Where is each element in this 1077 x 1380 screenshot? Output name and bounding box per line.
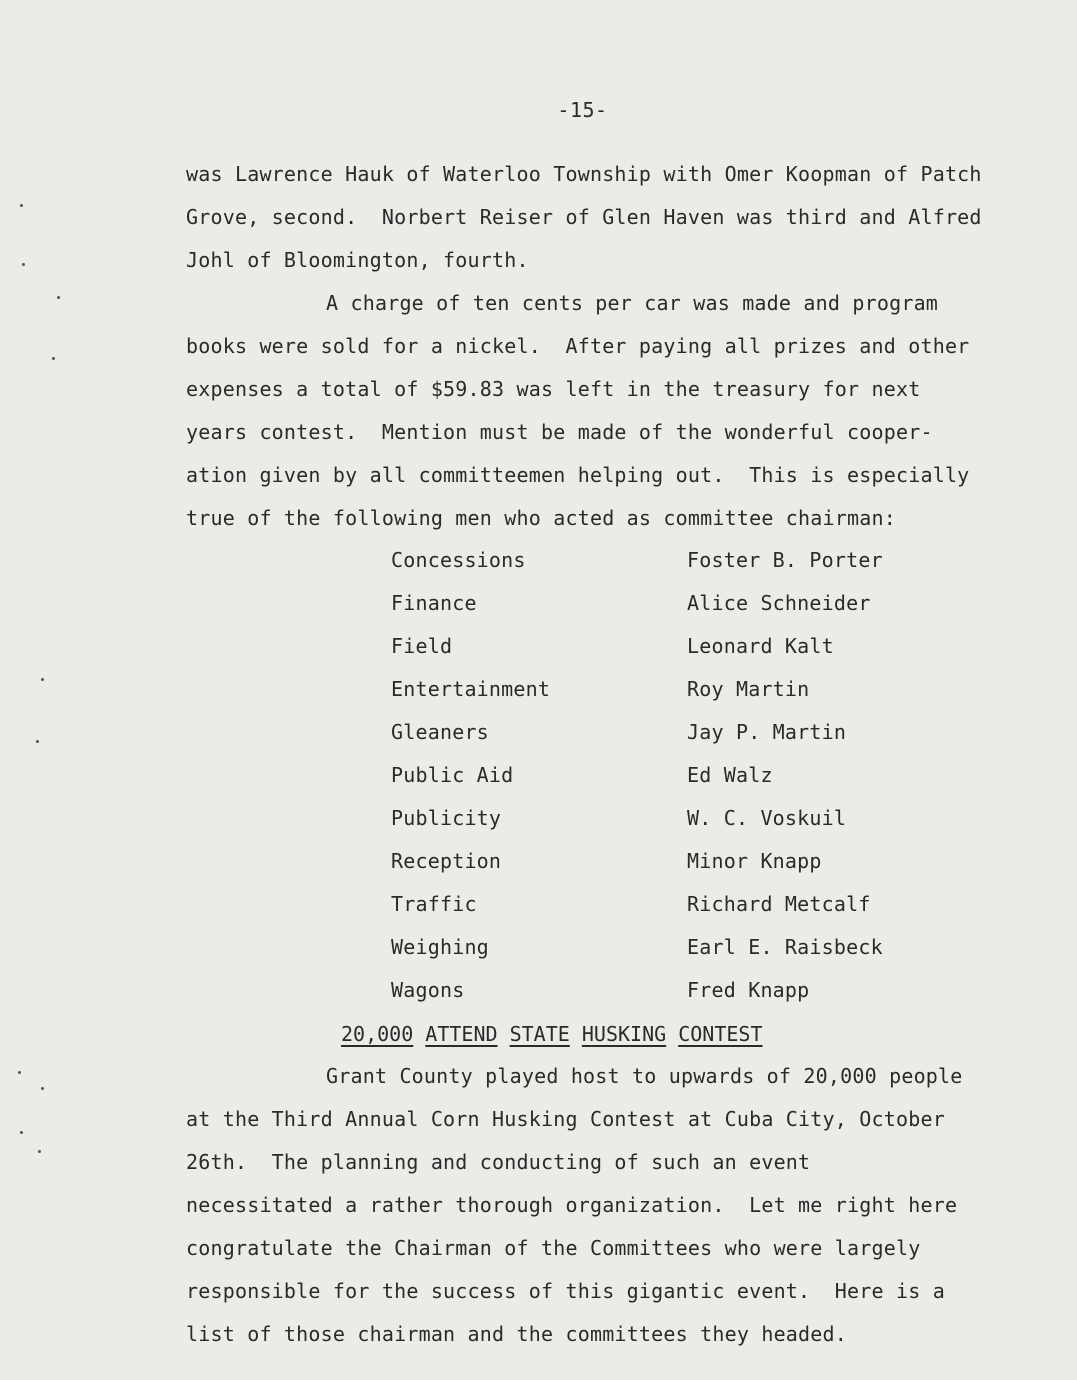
committee-chairman: Fred Knapp bbox=[687, 978, 810, 1002]
paragraph-3-line: list of those chairman and the committees they headed. bbox=[186, 1322, 848, 1346]
scan-speck bbox=[52, 357, 55, 360]
committee-chairman: Roy Martin bbox=[687, 677, 810, 701]
committee-chairman: Richard Metcalf bbox=[687, 892, 871, 916]
scan-speck bbox=[38, 1150, 41, 1153]
committee-chairman: Minor Knapp bbox=[687, 849, 822, 873]
committee-name: Public Aid bbox=[391, 763, 514, 787]
scan-speck bbox=[18, 1071, 21, 1074]
committee-chairman: Jay P. Martin bbox=[687, 720, 847, 744]
committee-name: Wagons bbox=[391, 978, 465, 1002]
committee-name: Entertainment bbox=[391, 677, 551, 701]
page-number: -15- bbox=[557, 98, 608, 122]
committee-chairman: Ed Walz bbox=[687, 763, 773, 787]
scan-speck bbox=[20, 204, 23, 207]
scan-speck bbox=[22, 263, 25, 266]
committee-name: Traffic bbox=[391, 892, 477, 916]
committee-chairman: Foster B. Porter bbox=[687, 548, 883, 572]
heading-word: CONTEST bbox=[678, 1022, 763, 1046]
paragraph-2-line: books were sold for a nickel. After paying all prizes and other bbox=[186, 334, 970, 358]
scan-speck bbox=[41, 1087, 44, 1090]
paragraph-2-line: A charge of ten cents per car was made and program bbox=[326, 291, 939, 315]
committee-name: Finance bbox=[391, 591, 477, 615]
heading-word: STATE bbox=[509, 1022, 570, 1046]
paragraph-3-line: 26th. The planning and conducting of such an event bbox=[186, 1150, 811, 1174]
paragraph-2-line: years contest. Mention must be made of the wonderful cooper- bbox=[186, 420, 933, 444]
committee-chairman: W. C. Voskuil bbox=[687, 806, 847, 830]
scan-speck bbox=[36, 740, 39, 743]
committee-name: Reception bbox=[391, 849, 502, 873]
committee-chairman: Earl E. Raisbeck bbox=[687, 935, 883, 959]
paragraph-3-line: responsible for the success of this gigantic event. Here is a bbox=[186, 1279, 945, 1303]
committee-name: Gleaners bbox=[391, 720, 489, 744]
paragraph-3-line: at the Third Annual Corn Husking Contest at Cuba City, October bbox=[186, 1107, 945, 1131]
committee-chairman: Alice Schneider bbox=[687, 591, 871, 615]
committee-name: Weighing bbox=[391, 935, 489, 959]
committee-name: Concessions bbox=[391, 548, 526, 572]
heading-word: ATTEND bbox=[425, 1022, 498, 1046]
paragraph-2-line: expenses a total of $59.83 was left in the treasury for next bbox=[186, 377, 921, 401]
scan-speck bbox=[57, 296, 60, 299]
committee-chairman: Leonard Kalt bbox=[687, 634, 834, 658]
paragraph-1-line: Grove, second. Norbert Reiser of Glen Haven was third and Alfred bbox=[186, 205, 982, 229]
scan-speck bbox=[20, 1131, 23, 1134]
heading-word: 20,000 bbox=[341, 1022, 414, 1046]
committee-name: Publicity bbox=[391, 806, 502, 830]
scan-speck bbox=[41, 678, 44, 681]
paragraph-3-line: necessitated a rather thorough organization. Let me right here bbox=[186, 1193, 958, 1217]
paragraph-2-line: ation given by all committeemen helping out. This is especially bbox=[186, 463, 970, 487]
heading-word: HUSKING bbox=[581, 1022, 667, 1046]
paragraph-2-line: true of the following men who acted as committee chairman: bbox=[186, 506, 896, 530]
paragraph-3-line: congratulate the Chairman of the Committees who were largely bbox=[186, 1236, 921, 1260]
paragraph-1-line: was Lawrence Hauk of Waterloo Township with Omer Koopman of Patch bbox=[186, 162, 982, 186]
section-heading bbox=[341, 1022, 763, 1046]
paragraph-3-line: Grant County played host to upwards of 20,000 people bbox=[326, 1064, 963, 1088]
paragraph-1-line: Johl of Bloomington, fourth. bbox=[186, 248, 529, 272]
committee-name: Field bbox=[391, 634, 453, 658]
